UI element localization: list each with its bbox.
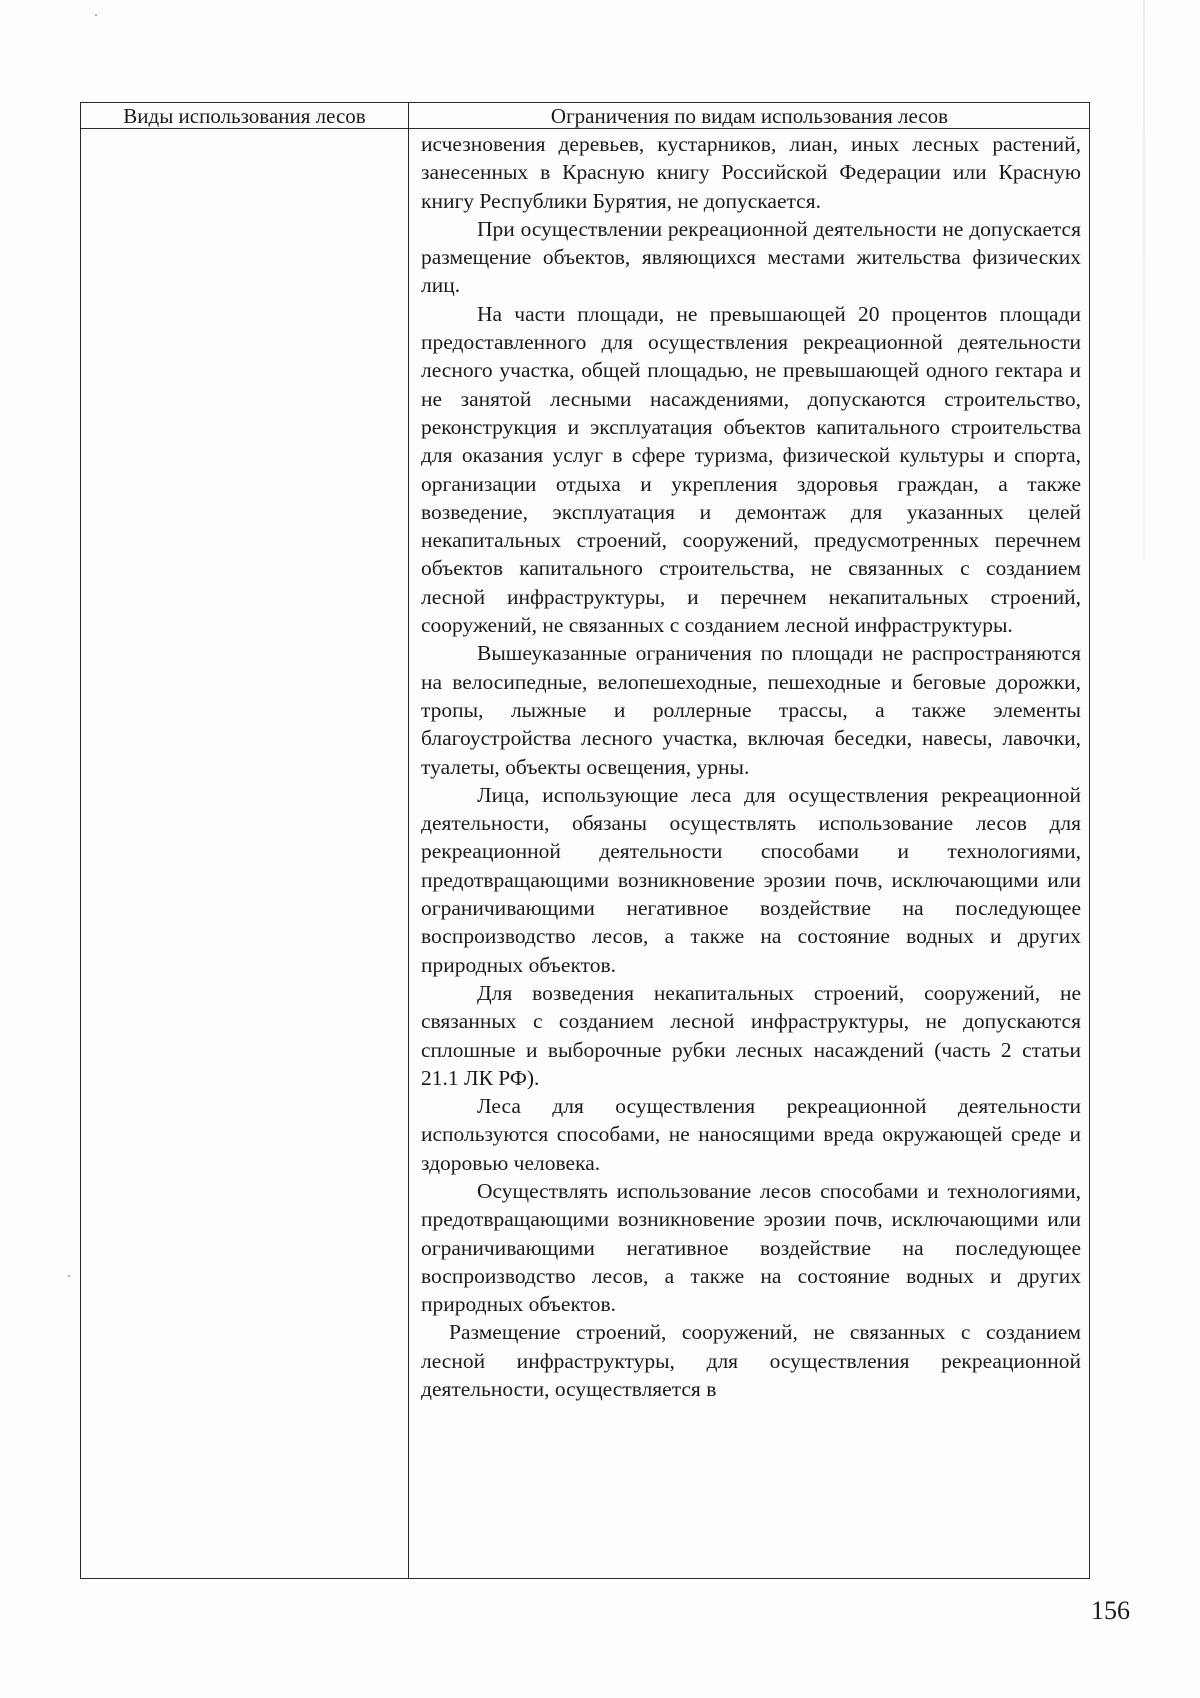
paragraph-residence: При осуществлении рекреационной деятельности не допускается размещение объектов, являющихся местами жительства физических лиц. [421,216,1081,298]
page-number: 156 [1091,1596,1130,1625]
restrictions-table [80,102,1090,1579]
header-restrictions: Ограничения по видам использования лесов [550,104,949,128]
restrictions-cell [421,130,1081,1403]
paragraph-area-limit: На части площади, не превышающей 20 процентов площади предоставленного для осуществления рекреационной деятельности лесного участка, общей площадью, не превышающей одного гектара и не занятой лесными насаждениями, допускаются строительство, реконструкция и эксплуатация объектов капитального строительства для оказания услуг в сфере туризма, физической культуры и спорта, организации отдыха и укрепления здоровья граждан, а также возведение, эксплуатация и демонтаж для указанных целей некапитальных строений, сооружений, предусмотренных перечнем объектов капитального строительства, не связанных с созданием лесной инфраструктуры, и перечнем некапитальных строений, сооружений, не связанных с созданием лесной инфраструктуры. [421,301,1081,638]
table-header-row [81,103,1089,129]
scan-speck [95,14,97,16]
paragraph-no-harm: Леса для осуществления рекреационной деятельности используются способами, не наносящими вреда окружающей среде и здоровью человека. [421,1094,1081,1175]
paragraph-exceptions: Вышеуказанные ограничения по площади не распространяются на велосипедные, велопешеходные, пешеходные и беговые дорожки, тропы, лыжные и роллерные трассы, а также элементы благоустройства лесного участка, включая беседки, навесы, лавочки, туалеты, объекты освещения, урны. [421,641,1081,779]
paragraph-obligations: Лица, использующие леса для осуществления рекреационной деятельности, обязаны осуществлять использование лесов для рекреационной деятельности способами и технологиями, предотвращающими возникновение эрозии почв, исключающими или ограничивающими негативное воздействие на последующее воспроизводство лесов, а также на состояние водных и других природных объектов. [421,782,1081,977]
scan-edge-shadow [1143,0,1145,560]
scan-speck [68,1275,70,1277]
header-forest-use-types: Виды использования лесов [123,104,366,128]
column-divider [408,103,409,1578]
paragraph-placement: Размещение строений, сооружений, не связанных с созданием лесной инфраструктуры, для осуществления рекреационной деятельности, осуществляется в [421,1320,1081,1402]
paragraph-red-book: исчезновения деревьев, кустарников, лиан, иных лесных растений, занесенных в Красную книгу Российской Федерации или Красную книгу Республики Бурятия, не допускается. [421,132,1081,213]
paragraph-erosion: Осуществлять использование лесов способами и технологиями, предотвращающими возникновение эрозии почв, исключающими или ограничивающими негативное воздействие на последующее воспроизводство лесов, а также на состояние водных и других природных объектов. [421,1178,1081,1317]
paragraph-no-logging: Для возведения некапитальных строений, сооружений, не связанных с созданием лесной инфраструктуры, не допускаются сплошные и выборочные рубки лесных насаждений (часть 2 статьи 21.1 ЛК РФ). [421,980,1081,1090]
